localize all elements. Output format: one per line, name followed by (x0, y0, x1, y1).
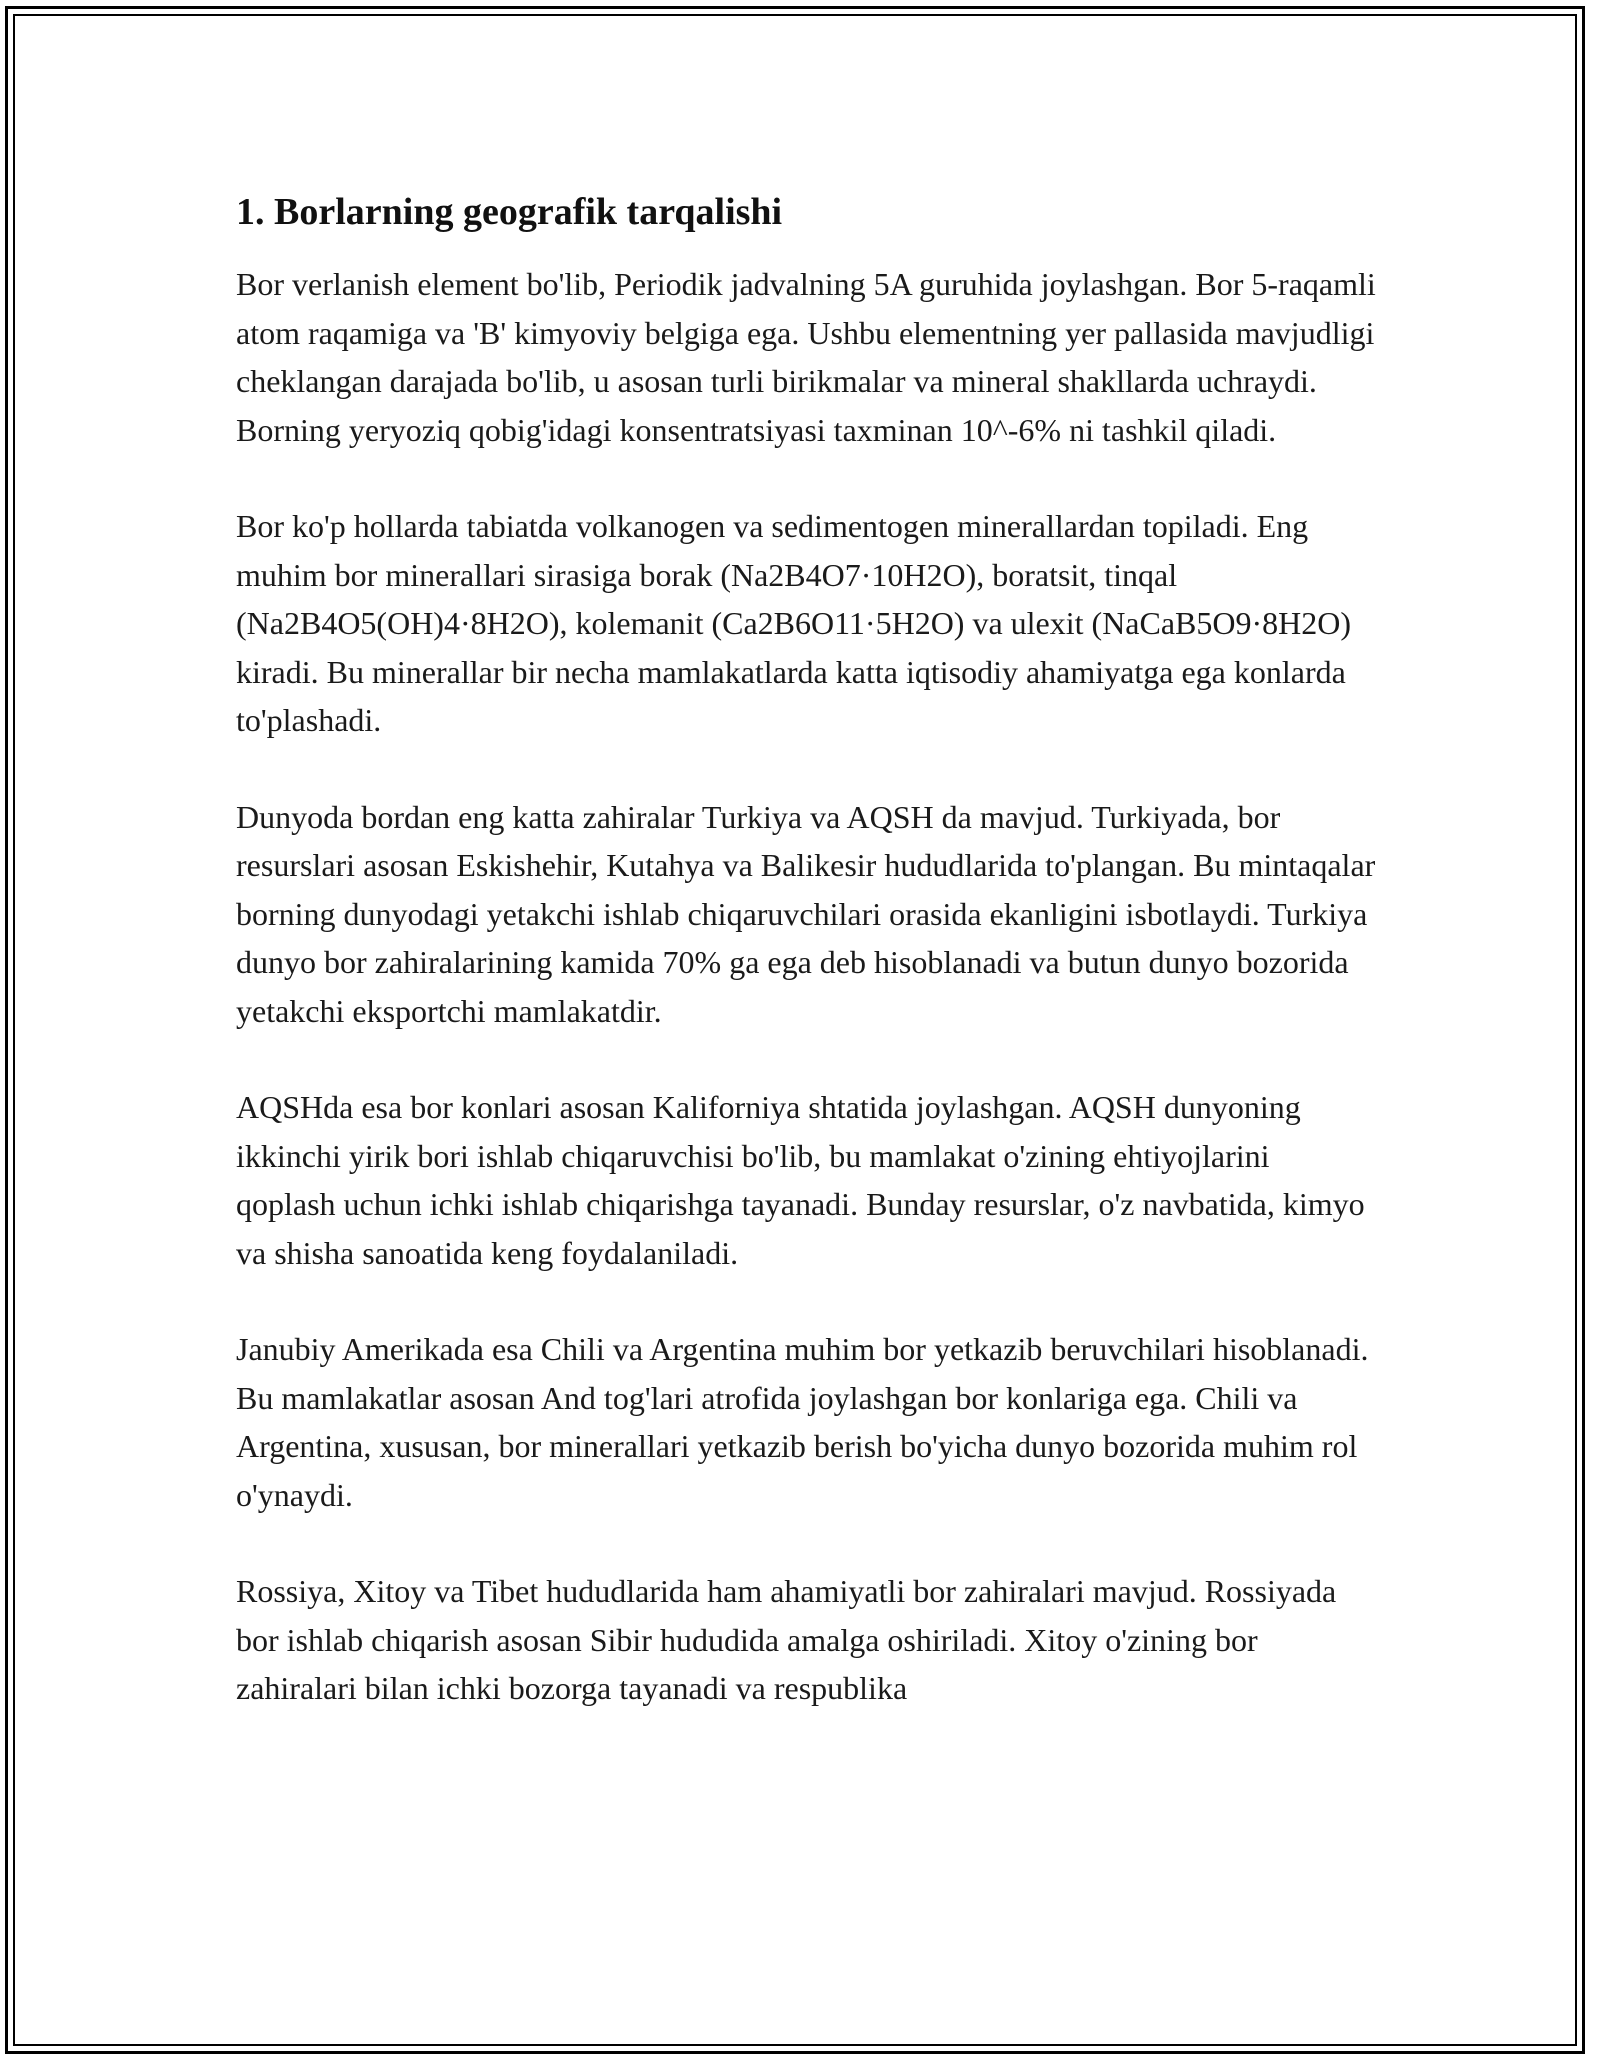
paragraph-2: Bor ko'p hollarda tabiatda volkanogen va sedimentogen minerallardan topiladi. Eng muhim bor minerallari sirasiga borak (Na2B4O7·10H2O), boratsit, tinqal (Na2B4O5(OH)4·8H2O), kolemanit (Ca2B6O11·5H2O) va ulexit (NaCaB5O9·8H2O) kiradi. Bu minerallar bir necha mamlakatlarda katta iqtisodiy ahamiyatga ega konlarda to'plashadi. (236, 508, 1352, 738)
section-heading: 1. Borlarning geografik tarqalishi (236, 191, 783, 233)
paragraph-3: Dunyoda bordan eng katta zahiralar Turkiya va AQSH da mavjud. Turkiyada, bor resurslari asosan Eskishehir, Kutahya va Balikesir hududlarida to'plangan. Bu mintaqalar borning dunyodagi yetakchi ishlab chiqaruvchilari orasida ekanligini isbotlaydi. Turkiya dunyo bor zahiralarining kamida 70% ga ega deb hisoblanadi va butun dunyo bozorida yetakchi eksportchi mamlakatdir. (236, 798, 1376, 1029)
paragraph-6: Rossiya, Xitoy va Tibet hududlarida ham ahamiyatli bor zahiralari mavjud. Rossiyada bor ishlab chiqarish asosan Sibir hududida amalga oshiriladi. Xitoy o'zining bor zahiralari bilan ichki bozorga tayanadi va respublika (236, 1573, 1337, 1706)
document-body (236, 188, 1376, 1761)
paragraph-1: Bor verlanish element bo'lib, Periodik jadvalning 5A guruhida joylashgan. Bor 5-raqamli atom raqamiga va 'B' kimyoviy belgiga ega. Ushbu elementning yer pallasida mavjudligi cheklangan darajada bo'lib, u asosan turli birikmalar va mineral shakllarda uchraydi. Borning yeryoziq qobig'idagi konsentratsiyasi taxminan 10^-6% ni tashkil qiladi. (236, 266, 1376, 448)
paragraph-4: AQSHda esa bor konlari asosan Kaliforniya shtatida joylashgan. AQSH dunyoning ikkinchi yirik bori ishlab chiqaruvchisi bo'lib, bu mamlakat o'zining ehtiyojlarini qoplash uchun ichki ishlab chiqarishga tayanadi. Bunday resurslar, o'z navbatida, kimyo va shisha sanoatida keng foydalaniladi. (236, 1089, 1365, 1271)
paragraph-5: Janubiy Amerikada esa Chili va Argentina muhim bor yetkazib beruvchilari hisoblanadi. Bu mamlakatlar asosan And tog'lari atrofida joylashgan bor konlariga ega. Chili va Argentina, xususan, bor minerallari yetkazib berish bo'yicha dunyo bozorida muhim rol o'ynaydi. (236, 1331, 1369, 1513)
